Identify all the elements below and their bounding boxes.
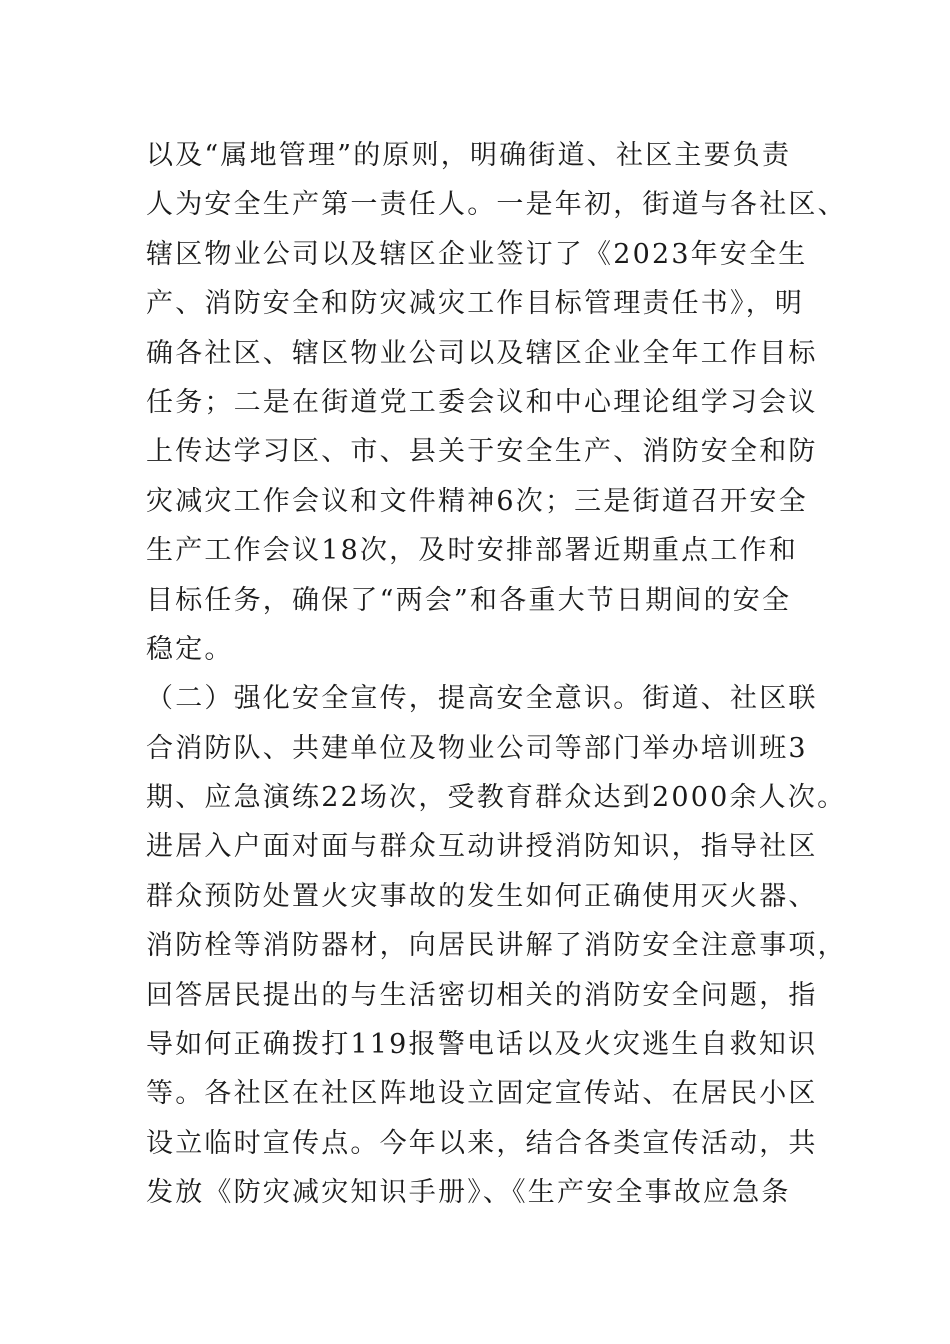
text-line: 等。各社区在社区阵地设立固定宣传站、在居民小区 [146,1078,818,1110]
text-line: 确各社区、辖区物业公司以及辖区企业全年工作目标 [146,337,818,369]
section-heading-line: （二）强化安全宣传，提高安全意识。街道、社区联 [146,683,818,715]
text-line: 期、应急演练22场次，受教育群众达到2000余人次。 [146,782,847,814]
text-line: 产、消防安全和防灾减灾工作目标管理责任书》，明 [146,288,805,320]
text-line: 导如何正确拨打119报警电话以及火灾逃生自救知识 [146,1029,818,1061]
text-line: 目标任务，确保了“两会”和各重大节日期间的安全 [146,584,792,616]
text-line: 灾减灾工作会议和文件精神6次；三是街道召开安全 [146,485,808,517]
text-line: 群众预防处置火灾事故的发生如何正确使用灭火器、 [146,880,818,912]
text-line: 稳定。 [146,633,234,665]
text-line: 设立临时宣传点。今年以来，结合各类宣传活动，共 [146,1127,818,1159]
text-line: 任务；二是在街道党工委会议和中心理论组学习会议 [146,386,818,418]
document-body [146,131,847,1218]
text-line: 进居入户面对面与群众互动讲授消防知识，指导社区 [146,831,818,863]
text-line: 发放《防灾减灾知识手册》、《生产安全事故应急条 [146,1177,791,1209]
text-line: 生产工作会议18次，及时安排部署近期重点工作和 [146,535,798,567]
text-line: 以及“属地管理”的原则，明确街道、社区主要负责 [146,140,792,171]
text-line: 人为安全生产第一责任人。一是年初，街道与各社区、 [146,189,847,221]
text-line: 辖区物业公司以及辖区企业签订了《2023年安全生 [146,238,808,270]
text-line: 回答居民提出的与生活密切相关的消防安全问题，指 [146,979,818,1011]
text-line: 合消防队、共建单位及物业公司等部门举办培训班3 [146,732,808,764]
text-line: 上传达学习区、市、县关于安全生产、消防安全和防 [146,436,818,468]
text-line: 消防栓等消防器材，向居民讲解了消防安全注意事项， [146,930,847,962]
